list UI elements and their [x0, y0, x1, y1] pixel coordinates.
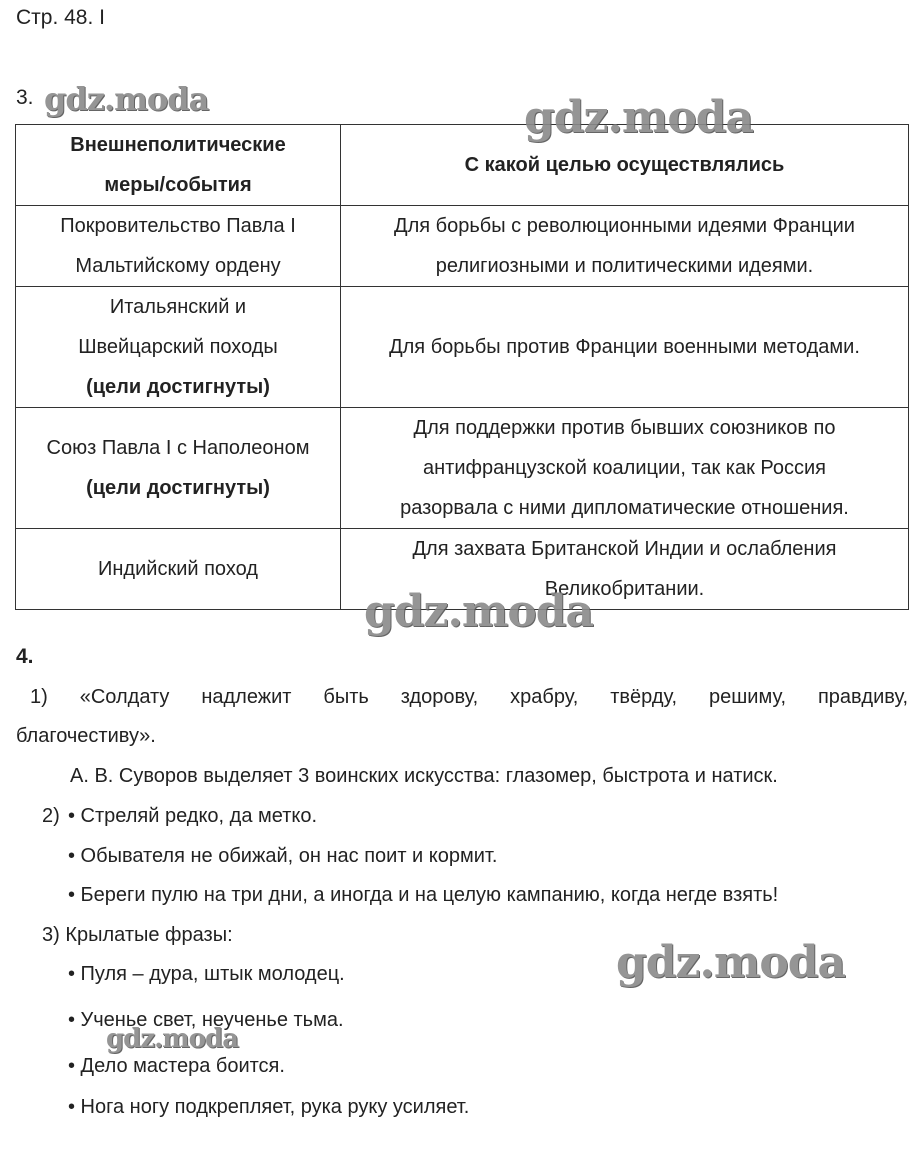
event-cell: [16, 287, 341, 408]
table-row: [16, 287, 909, 408]
cell-line: Союз Павла I с Наполеоном: [46, 437, 310, 459]
cell-line: религиозными и политическими идеями.: [435, 255, 814, 277]
list-item: • Пуля – дура, штык молодец.: [68, 963, 345, 985]
watermark-logo: gdz.moda: [106, 1024, 239, 1054]
suvorov-note: А. В. Суворов выделяет 3 воинских искусства: глазомер, быстрота и натиск.: [70, 765, 778, 787]
watermark-logo: gdz.moda: [616, 937, 846, 988]
cell-line: Для захвата Британской Индии и ослабления: [412, 538, 837, 560]
page-header: Стр. 48. I: [16, 6, 105, 29]
cell-line: Великобритании.: [544, 578, 705, 600]
header-line: Внешнеполитические: [70, 134, 286, 156]
event-cell: Индийский поход: [16, 529, 341, 610]
cell-line: Швейцарский походы: [78, 336, 278, 358]
table-row: [16, 408, 909, 529]
list-item: • Береги пулю на три дни, а иногда и на целую кампанию, когда негде взять!: [68, 884, 779, 906]
list-item: • Стреляй редко, да метко.: [68, 805, 318, 827]
cell-line: Итальянский и: [109, 296, 247, 318]
event-cell: [16, 206, 341, 287]
column-header-events: [16, 125, 341, 206]
cell-line: антифранцузской коалиции, так как Россия: [422, 457, 827, 479]
cell-line: Для борьбы с революционными идеями Франции: [394, 215, 855, 237]
quote-line-1: 1) «Солдату надлежит быть здорову, храбру, твёрду, решиму, правдиву,: [30, 686, 908, 708]
event-note: (цели достигнуты): [86, 477, 270, 499]
goal-cell: [341, 206, 909, 287]
item-2-label: 2): [42, 805, 60, 827]
goal-cell: Для борьбы против Франции военными методами.: [341, 287, 909, 408]
table-row: [16, 206, 909, 287]
cell-line: Мальтийскому ордену: [75, 255, 281, 277]
watermark-logo: gdz.moda: [524, 92, 754, 143]
list-item: • Обывателя не обижай, он нас поит и кормит.: [68, 845, 498, 867]
foreign-policy-table: [15, 124, 909, 610]
cell-line: Для поддержки против бывших союзников по: [413, 417, 836, 439]
cell-line: Покровительство Павла I: [60, 215, 296, 237]
cell-line: разорвала с ними дипломатические отношения.: [400, 497, 849, 519]
event-note: (цели достигнуты): [86, 376, 270, 398]
goal-cell: [341, 408, 909, 529]
table-header-row: [16, 125, 909, 206]
list-item: • Нога ногу подкрепляет, рука руку усиляет.: [68, 1096, 470, 1118]
watermark-logo: gdz.moda: [44, 80, 209, 118]
event-cell: [16, 408, 341, 529]
watermark-logo: gdz.moda: [364, 586, 594, 637]
quote-line-2: благочестиву».: [16, 725, 156, 747]
task-3-number: 3.: [16, 86, 34, 109]
list-item: • Дело мастера боится.: [68, 1055, 285, 1077]
column-header-goal: С какой целью осуществлялись: [341, 125, 909, 206]
item-3-label: 3) Крылатые фразы:: [42, 924, 233, 946]
list-item: • Ученье свет, неученье тьма.: [68, 1009, 344, 1031]
task-4-number: 4.: [16, 645, 34, 668]
header-line: меры/события: [104, 174, 252, 196]
